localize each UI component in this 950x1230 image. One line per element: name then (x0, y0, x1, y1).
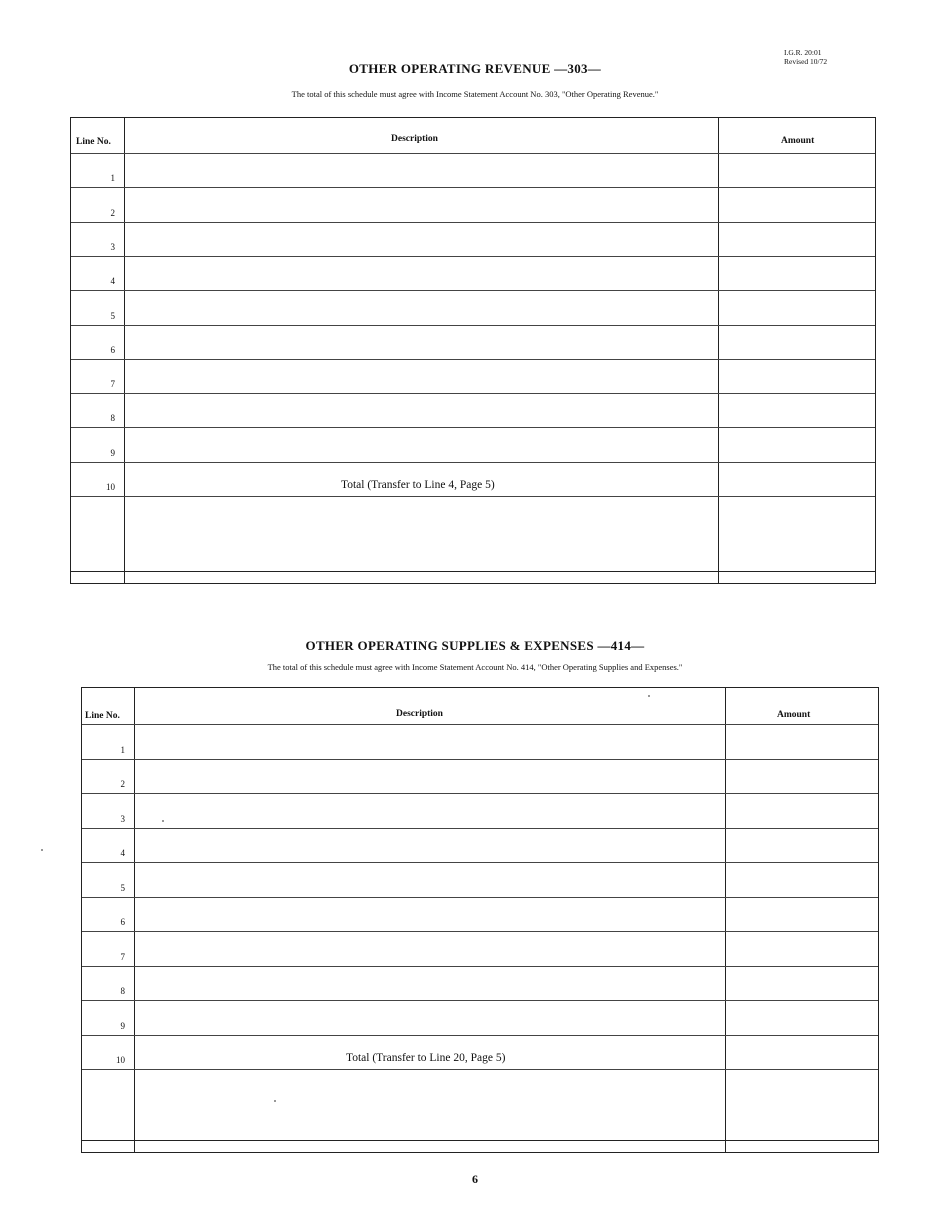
row-rule (71, 290, 875, 291)
form-code-number: I.G.R. 20:01 (784, 48, 822, 57)
amount-entry-cell[interactable] (721, 361, 873, 391)
amount-entry-cell[interactable] (728, 726, 876, 757)
expenses-title: OTHER OPERATING SUPPLIES & EXPENSES —414— (305, 638, 645, 653)
description-entry-cell[interactable] (137, 968, 722, 999)
row-rule (82, 897, 878, 898)
line-number: 6 (120, 917, 125, 927)
scan-speck (41, 849, 43, 851)
amount-entry-cell[interactable] (721, 395, 873, 425)
expenses-note: The total of this schedule must agree with Income Statement Account No. 414, "Other Operating Supplies and Expenses." (267, 662, 683, 672)
line-number: 6 (110, 344, 115, 355)
bottom-double-rule (71, 571, 875, 572)
description-entry-cell[interactable] (137, 795, 722, 826)
line-number: 4 (120, 848, 125, 858)
row-rule (71, 187, 875, 188)
scan-speck (162, 820, 164, 822)
amount-entry-cell[interactable] (728, 899, 876, 930)
description-entry-cell[interactable] (137, 761, 722, 792)
revenue-title: OTHER OPERATING REVENUE —303— (348, 61, 602, 76)
header-separator (71, 153, 875, 154)
row-rule (71, 496, 875, 497)
row-rule (82, 966, 878, 967)
form-revision-date: Revised 10/72 (784, 57, 828, 66)
description-entry-cell[interactable] (127, 155, 715, 185)
expenses-col-description: Description (396, 709, 443, 719)
amount-entry-cell[interactable] (721, 189, 873, 219)
description-entry-cell[interactable] (137, 864, 722, 895)
amount-entry-cell[interactable] (728, 795, 876, 826)
revenue-col-line-no: Line No. (76, 137, 111, 147)
amount-entry-cell[interactable] (721, 258, 873, 288)
row-rule (82, 862, 878, 863)
row-rule (82, 828, 878, 829)
row-rule (71, 359, 875, 360)
row-rule (82, 1000, 878, 1001)
description-entry-cell[interactable] (127, 395, 715, 425)
description-entry-cell[interactable] (127, 258, 715, 288)
revenue-note: The total of this schedule must agree with Income Statement Account No. 303, "Other Operating Revenue." (291, 89, 659, 99)
line-number: 9 (110, 447, 115, 458)
line-number: 9 (120, 1020, 125, 1031)
row-rule (82, 793, 878, 794)
amount-entry-cell[interactable] (728, 761, 876, 792)
header-separator (82, 724, 878, 725)
amount-entry-cell[interactable] (721, 327, 873, 357)
amount-entry-cell[interactable] (721, 155, 873, 185)
row-rule (71, 427, 875, 428)
expenses-col-line-no: Line No. (85, 711, 120, 721)
description-entry-cell[interactable] (137, 830, 722, 861)
line-number: 8 (110, 413, 115, 424)
amount-entry-cell[interactable] (721, 224, 873, 254)
line-number: 1 (110, 173, 115, 184)
revenue-schedule-table (70, 117, 876, 584)
row-rule (82, 1069, 878, 1070)
revenue-col-description: Description (391, 134, 438, 144)
line-number: 1 (120, 744, 125, 755)
description-entry-cell[interactable] (127, 327, 715, 357)
description-entry-cell[interactable] (127, 429, 715, 459)
line-number: 7 (120, 951, 125, 962)
line-number: 5 (120, 882, 125, 893)
row-rule (82, 759, 878, 760)
amount-entry-cell[interactable] (728, 1002, 876, 1033)
page-number: 6 (472, 1172, 478, 1186)
amount-entry-cell[interactable] (728, 830, 876, 861)
line-number: 10 (106, 482, 115, 492)
line-number: 2 (110, 207, 115, 218)
description-entry-cell[interactable] (127, 292, 715, 322)
row-rule (71, 256, 875, 257)
line-number: 5 (110, 310, 115, 321)
line-number: 4 (110, 276, 115, 287)
row-rule (71, 222, 875, 223)
line-number: 3 (120, 813, 125, 824)
amount-entry-cell[interactable] (721, 429, 873, 459)
bottom-double-rule (82, 1140, 878, 1141)
line-number: 3 (110, 241, 115, 252)
expenses-schedule-table (81, 687, 879, 1153)
line-number: 8 (120, 986, 125, 996)
description-entry-cell[interactable] (127, 224, 715, 254)
amount-entry-cell[interactable] (728, 864, 876, 895)
scan-speck (274, 1100, 276, 1102)
description-entry-cell[interactable] (137, 933, 722, 964)
row-rule (71, 462, 875, 463)
description-entry-cell[interactable] (127, 361, 715, 391)
row-rule (82, 931, 878, 932)
scan-speck (648, 695, 650, 697)
expenses-col-amount: Amount (777, 710, 811, 720)
row-rule (82, 1035, 878, 1036)
line-number: 2 (120, 779, 125, 789)
total-amount-cell[interactable] (721, 464, 873, 494)
revenue-col-amount: Amount (781, 136, 815, 146)
amount-entry-cell[interactable] (728, 933, 876, 964)
amount-entry-cell[interactable] (721, 292, 873, 322)
total-transfer-label: Total (Transfer to Line 4, Page 5) (341, 479, 495, 491)
row-rule (71, 393, 875, 394)
row-rule (71, 325, 875, 326)
description-entry-cell[interactable] (137, 1002, 722, 1033)
description-entry-cell[interactable] (137, 899, 722, 930)
line-number: 10 (116, 1055, 125, 1065)
description-entry-cell[interactable] (137, 726, 722, 757)
total-amount-cell[interactable] (728, 1037, 876, 1068)
total-transfer-label: Total (Transfer to Line 20, Page 5) (346, 1052, 506, 1064)
amount-entry-cell[interactable] (728, 968, 876, 999)
description-entry-cell[interactable] (127, 189, 715, 219)
line-number: 7 (110, 379, 115, 390)
